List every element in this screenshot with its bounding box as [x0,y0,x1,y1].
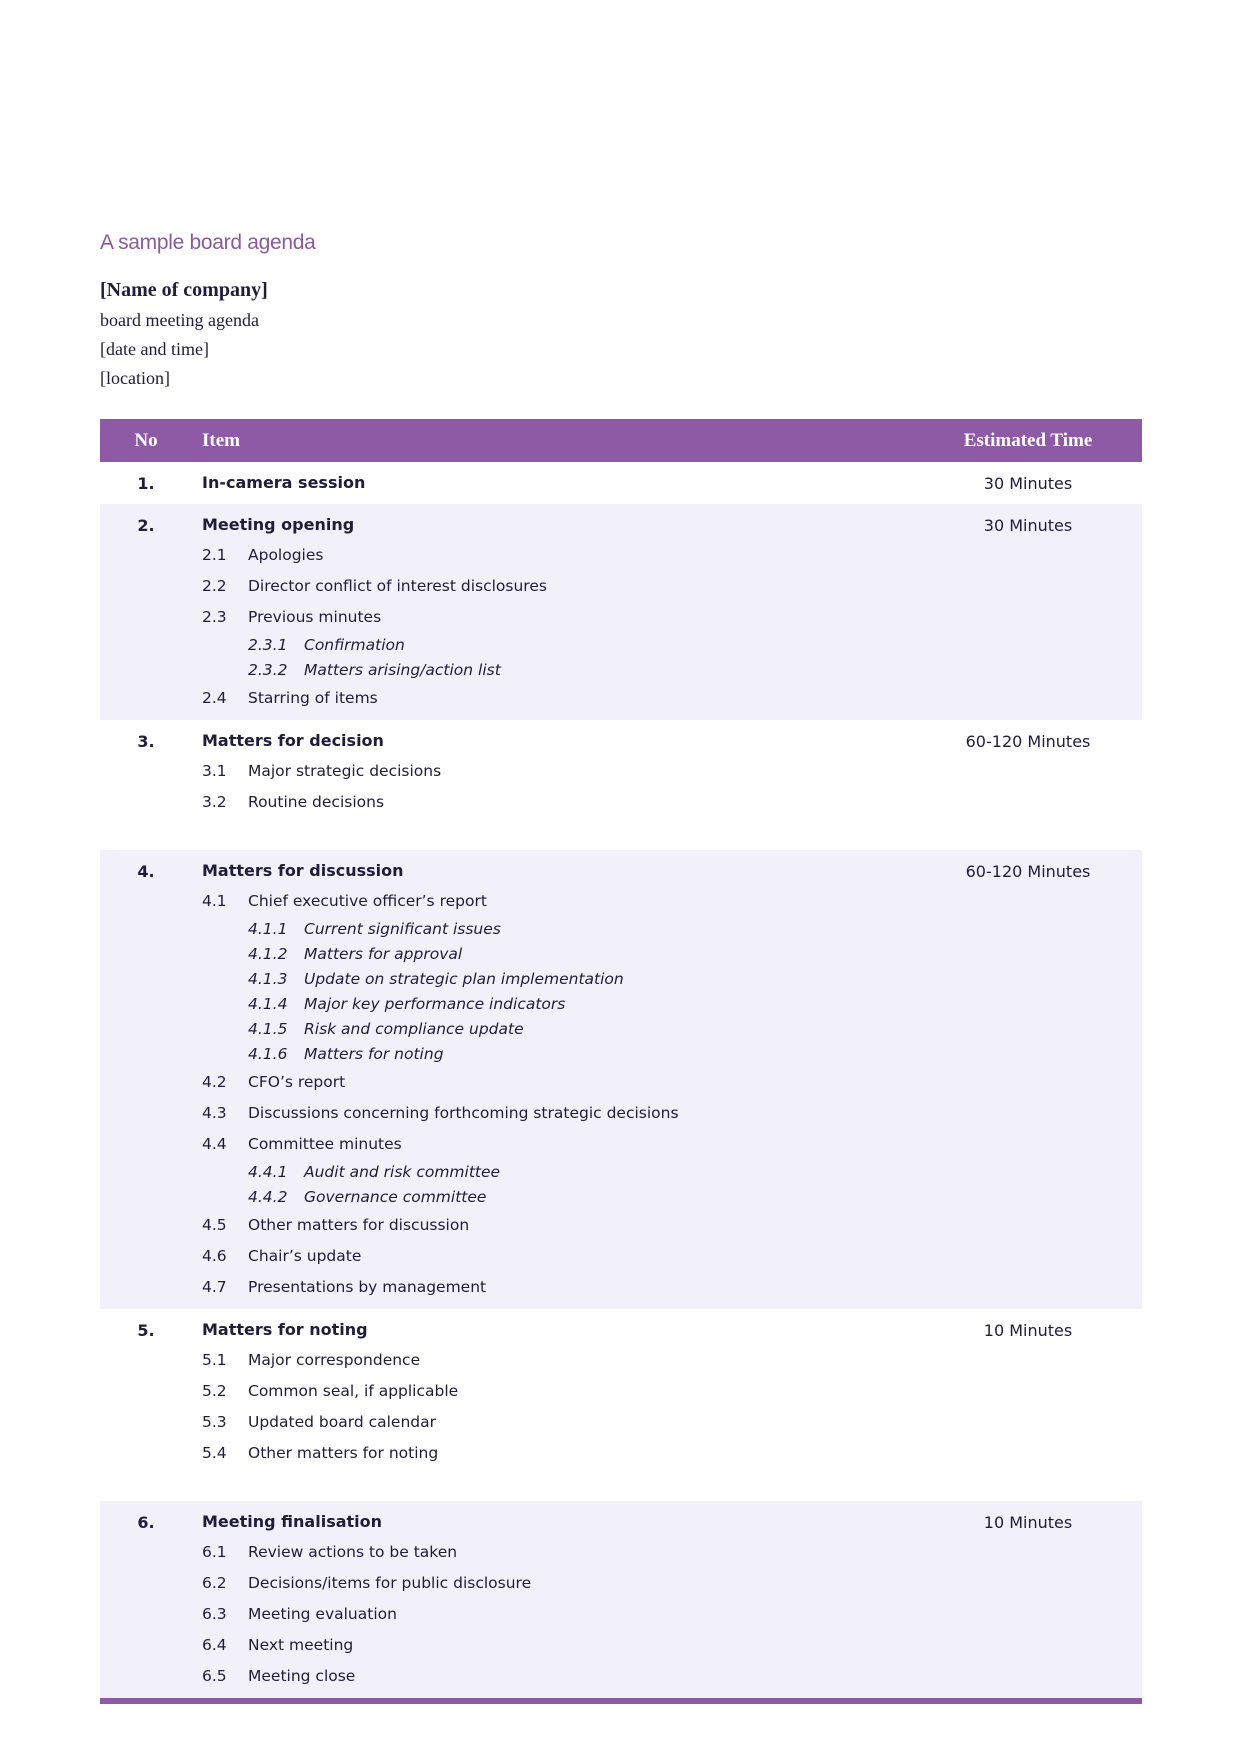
agenda-item [202,1376,914,1407]
agenda-item [202,787,914,818]
agenda-item-label: Other matters for noting [248,1444,439,1462]
agenda-item-number: 6.5 [202,1667,227,1685]
agenda-item-number: 6.1 [202,1543,227,1561]
agenda-item [202,571,914,602]
agenda-subitem [202,1185,914,1210]
section-estimated-time: 60-120 Minutes [965,732,1091,751]
header-item: Item [192,419,914,462]
section-title: In-camera session [202,473,366,492]
agenda-subitem-number: 4.4.1 [248,1163,288,1181]
agenda-item-number: 4.5 [202,1216,227,1234]
agenda-item-number: 4.6 [202,1247,227,1265]
agenda-section-row [100,504,1142,720]
header-estimated-time: Estimated Time [914,419,1142,462]
agenda-item-number: 5.3 [202,1413,227,1431]
header-no: No [100,419,192,462]
section-estimated-time: 10 Minutes [983,1321,1073,1340]
section-title: Matters for discussion [202,861,404,880]
agenda-item-label: Committee minutes [248,1135,402,1153]
agenda-item [202,1438,914,1469]
section-estimated-time: 30 Minutes [983,474,1073,493]
agenda-item-label: Other matters for discussion [248,1216,470,1234]
section-number: 3. [137,732,155,751]
agenda-subitem [202,992,914,1017]
agenda-item-label: Updated board calendar [248,1413,436,1431]
agenda-subtitle: board meeting agenda [100,310,259,330]
agenda-item-number: 2.2 [202,577,227,595]
section-items [192,1501,914,1701]
agenda-item-number: 2.3 [202,608,227,626]
agenda-subitem [202,1160,914,1185]
agenda-section-row [100,850,1142,1309]
agenda-item [202,540,914,571]
agenda-subitem [202,917,914,942]
section-number: 4. [100,850,192,1309]
agenda-item-number: 2.4 [202,689,227,707]
agenda-item-number: 4.1 [202,892,227,910]
agenda-subitem-number: 4.1.1 [248,920,288,938]
document-page [100,226,1142,1704]
section-items [192,1309,914,1501]
section-items [192,720,914,850]
agenda-item-number: 4.4 [202,1135,227,1153]
agenda-subitem-label: Governance committee [304,1188,487,1206]
agenda-section-row [100,1309,1142,1501]
agenda-section-row [100,1501,1142,1701]
agenda-subitem-number: 4.1.5 [248,1020,288,1038]
agenda-item-label: Next meeting [248,1636,354,1654]
section-estimated-time: 10 Minutes [914,1501,1142,1701]
agenda-subitem [202,1042,914,1067]
agenda-item-label: Director conflict of interest disclosures [248,577,547,595]
agenda-subitem [202,967,914,992]
agenda-subitem-number: 4.4.2 [248,1188,288,1206]
section-items [192,462,914,504]
section-number: 1. [137,474,155,493]
agenda-item-label: Presentations by management [248,1278,487,1296]
agenda-item-number: 6.2 [202,1574,227,1592]
agenda-item-label: Previous minutes [248,608,382,626]
agenda-item-label: Routine decisions [248,793,385,811]
agenda-subitem-number: 4.1.6 [248,1045,288,1063]
section-spacer [202,1469,914,1495]
agenda-item-label: Chair’s update [248,1247,362,1265]
agenda-subitem-label: Audit and risk committee [304,1163,501,1181]
document-title: A sample board agenda [100,231,316,254]
agenda-item-label: Major strategic decisions [248,762,442,780]
agenda-item [202,1630,914,1661]
agenda-item-label: Major correspondence [248,1351,421,1369]
agenda-item [202,683,914,714]
section-items [192,504,914,720]
agenda-item [202,756,914,787]
agenda-item-label: Common seal, if applicable [248,1382,459,1400]
agenda-item-label: Discussions concerning forthcoming strategic decisions [248,1104,679,1122]
agenda-subitem-number: 4.1.3 [248,970,288,988]
agenda-item [202,1210,914,1241]
agenda-subitem [202,658,914,683]
agenda-subitem-number: 4.1.4 [248,995,288,1013]
section-number: 6. [100,1501,192,1701]
agenda-item-number: 4.2 [202,1073,227,1091]
agenda-item-number: 3.2 [202,793,227,811]
agenda-item-number: 4.7 [202,1278,227,1296]
agenda-item-number: 6.3 [202,1605,227,1623]
agenda-subitem [202,942,914,967]
table-header-row [100,419,1142,462]
agenda-item-label: Apologies [248,546,324,564]
agenda-item [202,1067,914,1098]
agenda-table [100,419,1142,1704]
agenda-item [202,1345,914,1376]
company-name: [Name of company] [100,279,268,301]
agenda-section-row [100,720,1142,850]
agenda-item-number: 3.1 [202,762,227,780]
agenda-item-number: 5.1 [202,1351,227,1369]
agenda-item [202,886,914,917]
agenda-item-number: 2.1 [202,546,227,564]
agenda-subitem-label: Current significant issues [304,920,501,938]
agenda-item [202,1568,914,1599]
agenda-subitem-label: Matters for noting [304,1045,444,1063]
agenda-subitem-number: 4.1.2 [248,945,288,963]
agenda-item-number: 4.3 [202,1104,227,1122]
agenda-subitem [202,1017,914,1042]
agenda-item-label: Review actions to be taken [248,1543,458,1561]
agenda-item-label: Meeting close [248,1667,356,1685]
agenda-subitem-label: Confirmation [304,636,405,654]
section-title: Meeting opening [202,515,355,534]
agenda-item [202,602,914,633]
agenda-item [202,1272,914,1303]
agenda-subitem-label: Update on strategic plan implementation [304,970,624,988]
section-spacer [202,818,914,844]
agenda-item [202,1661,914,1692]
agenda-item-label: Meeting evaluation [248,1605,397,1623]
section-number: 2. [100,504,192,720]
agenda-item [202,1407,914,1438]
location: [location] [100,368,170,388]
meeting-details [100,274,1142,393]
agenda-subitem-label: Major key performance indicators [304,995,566,1013]
agenda-subitem-label: Matters for approval [304,945,463,963]
agenda-subitem-number: 2.3.2 [248,661,288,679]
section-number: 5. [137,1321,155,1340]
agenda-item [202,1537,914,1568]
section-estimated-time: 30 Minutes [914,504,1142,720]
agenda-subitem-number: 2.3.1 [248,636,288,654]
agenda-item [202,1129,914,1160]
section-title: Matters for decision [202,731,384,750]
agenda-section-row [100,462,1142,504]
agenda-item [202,1241,914,1272]
section-items [192,850,914,1309]
agenda-item-label: Starring of items [248,689,378,707]
agenda-subitem [202,633,914,658]
date-time: [date and time] [100,339,209,359]
section-title: Matters for noting [202,1320,368,1339]
agenda-subitem-label: Matters arising/action list [304,661,501,679]
agenda-item-label: CFO’s report [248,1073,346,1091]
agenda-item [202,1098,914,1129]
agenda-item-number: 5.2 [202,1382,227,1400]
agenda-item-label: Decisions/items for public disclosure [248,1574,532,1592]
agenda-subitem-label: Risk and compliance update [304,1020,524,1038]
agenda-item [202,1599,914,1630]
agenda-item-label: Chief executive officer’s report [248,892,487,910]
section-estimated-time: 60-120 Minutes [914,850,1142,1309]
section-title: Meeting finalisation [202,1512,383,1531]
agenda-body [100,462,1142,1701]
agenda-item-number: 6.4 [202,1636,227,1654]
agenda-item-number: 5.4 [202,1444,227,1462]
